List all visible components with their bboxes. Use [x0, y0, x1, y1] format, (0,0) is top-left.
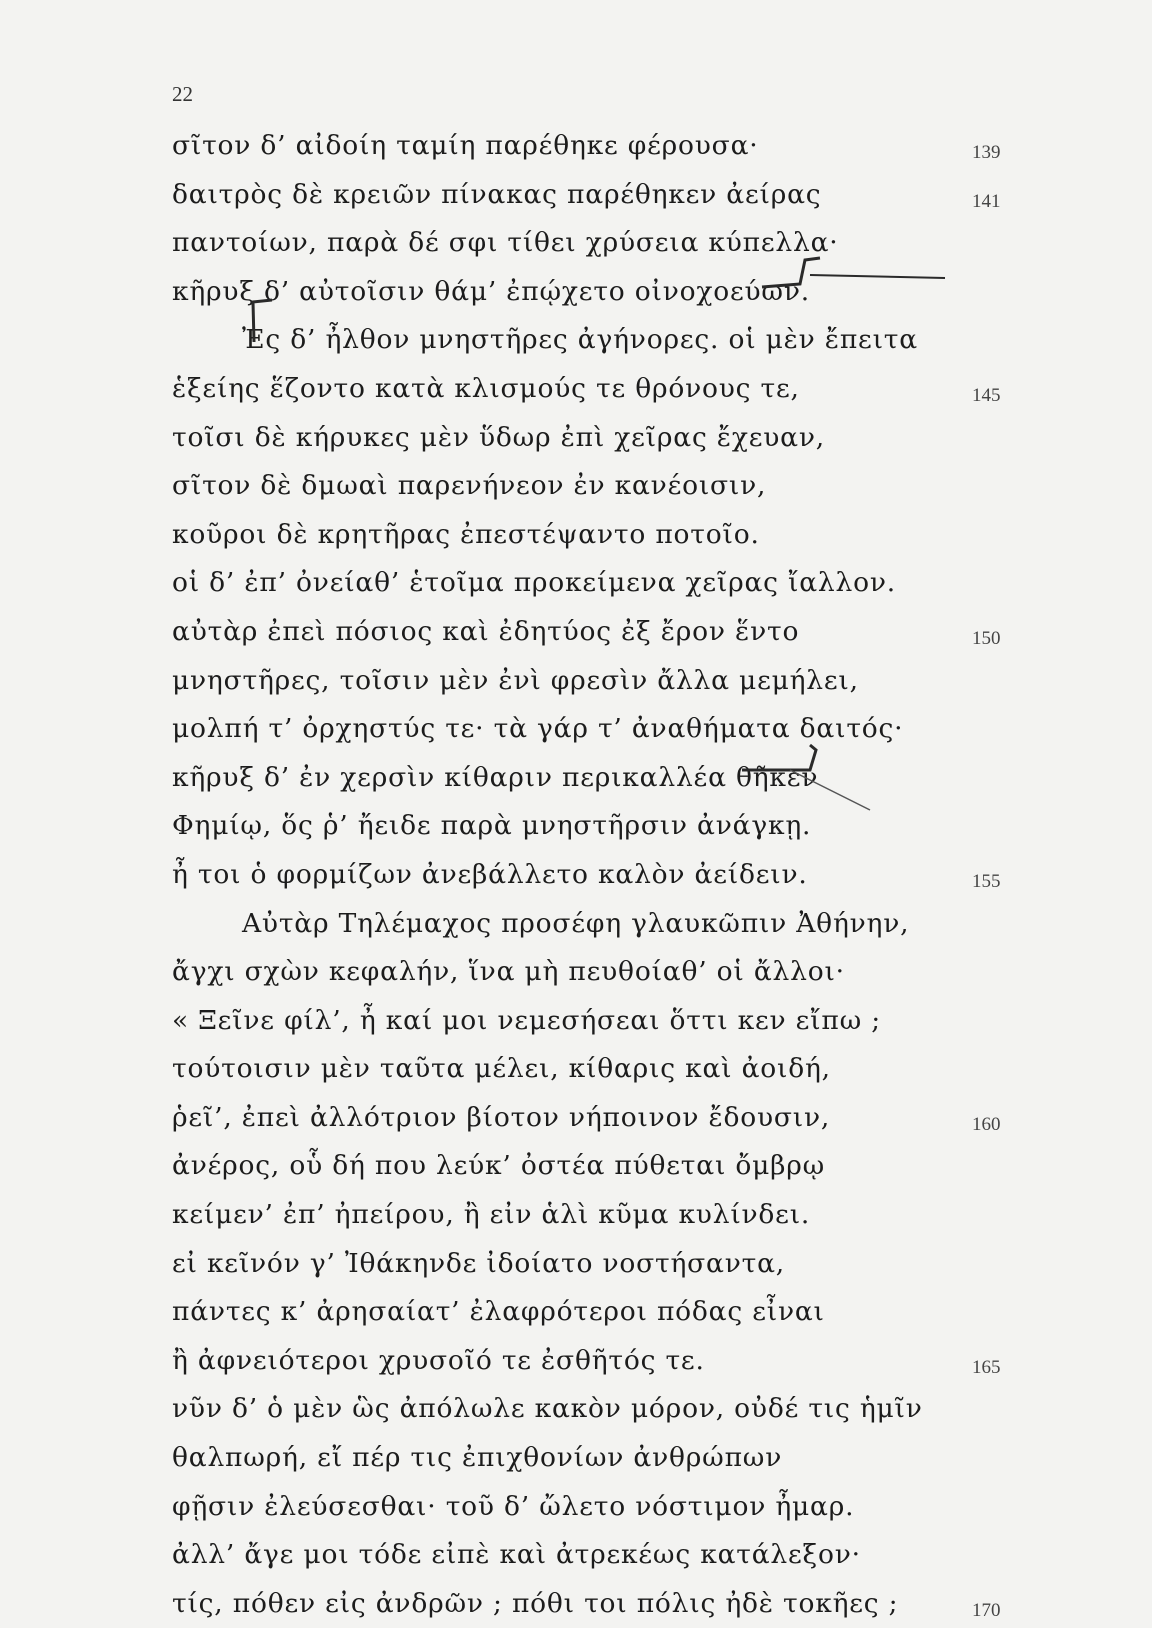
- verse-text: μολπή τ’ ὀρχηστύς τε· τὰ γάρ τ’ ἀναθήματα δαιτός·: [172, 713, 904, 745]
- verse-text: οἱ δ’ ἐπ’ ὀνείαθ’ ἑτοῖμα προκείμενα χεῖρας ἴαλλον.: [172, 567, 896, 599]
- verse-text: παντοίων, παρὰ δέ σφι τίθει χρύσεια κύπελλα·: [172, 227, 839, 259]
- line-number: 141: [972, 190, 1001, 212]
- verse-text: ῥεῖ’, ἐπεὶ ἀλλότριον βίοτον νήποινον ἔδουσιν,: [172, 1101, 831, 1133]
- verse-line: [172, 1483, 1132, 1532]
- verse-text: ἑξείης ἕζοντο κατὰ κλισμούς τε θρόνους τε,: [172, 372, 800, 404]
- verse-line: [172, 657, 1132, 706]
- verse-text: αὐτὰρ ἐπεὶ πόσιος καὶ ἐδητύος ἐξ ἔρον ἕντο: [172, 615, 800, 647]
- verse-line: [172, 608, 1132, 657]
- verse-line: [172, 1580, 1132, 1628]
- verse-text: τούτοισιν μὲν ταῦτα μέλει, κίθαρις καὶ ἀοιδή,: [172, 1053, 831, 1085]
- page-number: 22: [172, 82, 193, 106]
- verse-line: [172, 171, 1132, 220]
- verse-text: « Ξεῖνε φίλ’, ἦ καί μοι νεμεσήσεαι ὅττι κεν εἴπω ;: [172, 1004, 881, 1036]
- verse-text: εἰ κεῖνόν γ’ Ἰθάκηνδε ἰδοίατο νοστήσαντα,: [172, 1247, 786, 1279]
- verse-line: [172, 1434, 1132, 1483]
- verse-line: [172, 1337, 1132, 1386]
- verse-line: [172, 754, 1132, 803]
- verse-text: Φημίῳ, ὅς ῥ’ ἤειδε παρὰ μνηστῆρσιν ἀνάγκῃ.: [172, 810, 812, 842]
- verse-line: [172, 1288, 1132, 1337]
- verse-line: [172, 997, 1132, 1046]
- verse-text: κῆρυξ δ’ ἐν χερσὶν κίθαριν περικαλλέα θῆκεν: [172, 761, 819, 793]
- line-number: 150: [972, 627, 1001, 649]
- verse-line: [172, 1191, 1132, 1240]
- line-number: 139: [972, 142, 1001, 163]
- verse-text: ἄγχι σχὼν κεφαλήν, ἵνα μὴ πευθοίαθ’ οἱ ἄλλοι·: [172, 956, 845, 988]
- verse-line: [172, 1142, 1132, 1191]
- verse-line: [172, 705, 1132, 754]
- line-number: 170: [972, 1599, 1001, 1621]
- verse-text: κῆρυξ δ’ αὐτοῖσιν θάμ’ ἐπῴχετο οἰνοχοεύων.: [172, 275, 810, 307]
- verse-line: [172, 1385, 1132, 1434]
- verse-text: τίς, πόθεν εἰς ἀνδρῶν ; πόθι τοι πόλις ἠδὲ τοκῆες ;: [172, 1587, 899, 1619]
- verse-text: Ἐς δ’ ἦλθον μνηστῆρες ἀγήνορες. οἱ μὲν ἔπειτα: [242, 324, 918, 356]
- verse-text: νῦν δ’ ὁ μὲν ὣς ἀπόλωλε κακὸν μόρον, οὐδέ τις ἡμῖν: [172, 1393, 923, 1425]
- verse-text: ἀνέρος, οὗ δή που λεύκ’ ὀστέα πύθεται ὄμβρῳ: [172, 1150, 826, 1182]
- verse-text: πάντες κ’ ἀρησαίατ’ ἐλαφρότεροι πόδας εἶναι: [172, 1296, 825, 1328]
- verse-line: [172, 1094, 1132, 1143]
- line-number: 145: [972, 384, 1001, 406]
- verse-text: δαιτρὸς δὲ κρειῶν πίνακας παρέθηκεν ἀείρας: [172, 178, 822, 210]
- verse-line: [172, 1240, 1132, 1289]
- verse-line: [172, 802, 1132, 851]
- verse-line: [172, 462, 1132, 511]
- verse-text: Αὐτὰρ Τηλέμαχος προσέφη γλαυκῶπιν Ἀθήνην,: [242, 907, 910, 939]
- verse-text: θαλπωρή, εἴ πέρ τις ἐπιχθονίων ἀνθρώπων: [172, 1442, 783, 1474]
- line-number: 160: [972, 1113, 1001, 1135]
- verse-text: κείμεν’ ἐπ’ ἠπείρου, ἢ εἰν ἁλὶ κῦμα κυλίνδει.: [172, 1199, 811, 1231]
- verse-line: [172, 122, 1132, 171]
- verse-text: κοῦροι δὲ κρητῆρας ἐπεστέψαντο ποτοῖο.: [172, 518, 760, 550]
- verse-line: [172, 511, 1132, 560]
- verse-line: [172, 268, 1132, 317]
- line-number: 155: [972, 870, 1001, 892]
- line-number: 165: [972, 1356, 1001, 1378]
- verse-line: [172, 1045, 1132, 1094]
- verse-text: σῖτον δ’ αἰδοίη ταμίη παρέθηκε φέρουσα·: [172, 130, 759, 161]
- verse-line: [172, 219, 1132, 268]
- verse-line: [172, 1531, 1132, 1580]
- verse-text: μνηστῆρες, τοῖσιν μὲν ἐνὶ φρεσὶν ἄλλα μεμήλει,: [172, 664, 859, 696]
- verse-text: ἀλλ’ ἄγε μοι τόδε εἰπὲ καὶ ἀτρεκέως κατάλεξον·: [172, 1539, 861, 1571]
- verse-line: [172, 851, 1132, 900]
- verse-line: [172, 414, 1132, 463]
- verse-text: ἢ ἀφνειότεροι χρυσοῖό τε ἐσθῆτός τε.: [172, 1344, 705, 1376]
- verse-text: τοῖσι δὲ κήρυκες μὲν ὕδωρ ἐπὶ χεῖρας ἔχευαν,: [172, 421, 825, 453]
- verse-lines: [172, 122, 1132, 1628]
- verse-line: [172, 559, 1132, 608]
- verse-line: [172, 365, 1132, 414]
- verse-text: ἦ τοι ὁ φορμίζων ἀνεβάλλετο καλὸν ἀείδειν.: [172, 858, 808, 890]
- verse-line: [172, 900, 1132, 949]
- verse-text: σῖτον δὲ δμωαὶ παρενήνεον ἐν κανέοισιν,: [172, 470, 767, 502]
- verse-line: [172, 948, 1132, 997]
- verse-text: φῇσιν ἐλεύσεσθαι· τοῦ δ’ ὤλετο νόστιμον ἦμαρ.: [172, 1490, 855, 1522]
- verse-line: [172, 316, 1132, 365]
